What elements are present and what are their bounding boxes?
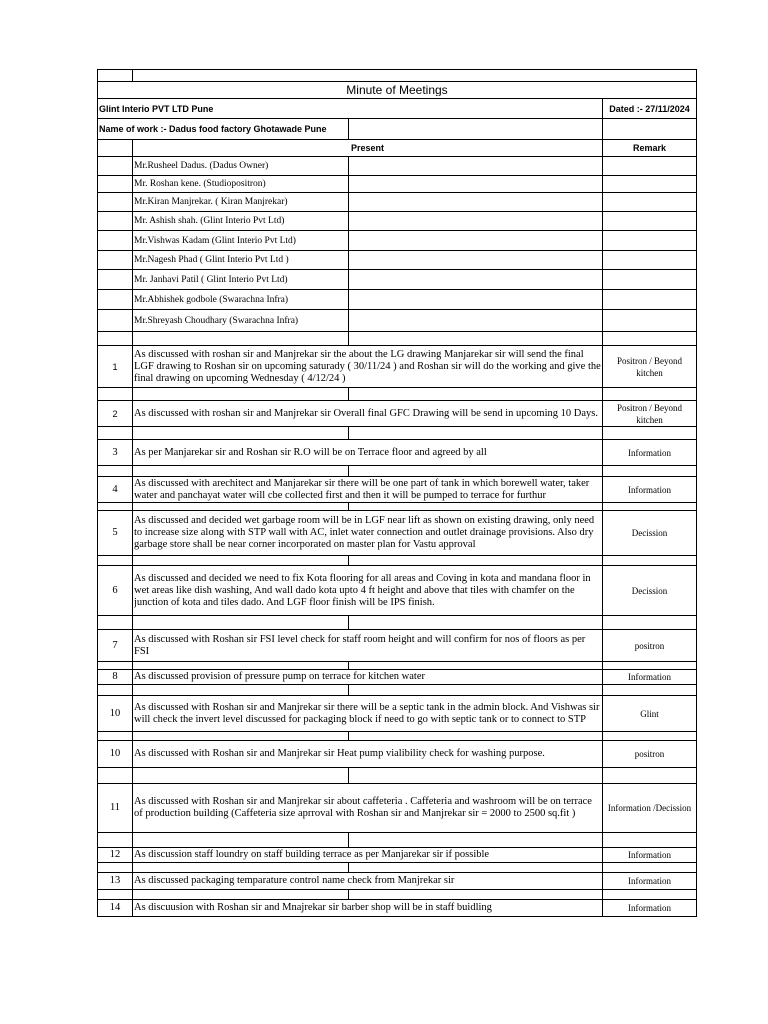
empty-cell (349, 833, 603, 848)
item-number-text: 2 (112, 408, 118, 419)
item-text (133, 511, 603, 556)
item-remark (603, 696, 697, 732)
attendee-name (133, 231, 349, 251)
item-text-text: As discussed with roshan sir and Manjrekar sir the about the LG drawing Manjarekar sir will send the final LGF drawing to Roshan sir on upcoming saturady ( 30/11/24 ) and Roshan sir will do the working and give the final drawing on upcoming Wednesday ( 4/12/24 ) (134, 348, 601, 384)
spacer-row (98, 556, 697, 566)
item-text-text: As discussed with Roshan sir and Manjrekar sir about caffeteria . Caffeteria and washroom will be on terrace of production building (Caffeteria size aprroval with Roshan sir and Manjrekar sir = 2000 to 2500 sq.fit ) (134, 796, 592, 819)
item-remark-text: positron (634, 640, 665, 651)
item-remark-text: Decission (631, 528, 668, 538)
item-number-text: 5 (112, 527, 118, 538)
item-text (133, 670, 603, 685)
empty-cell (603, 768, 697, 784)
attendee-row (98, 290, 697, 310)
attendee-name-text: Mr. Janhavi Patil ( Glint Interio Pvt Ltd) (134, 274, 288, 285)
empty-cell (349, 890, 603, 900)
item-text-text: As discussed and decided wet garbage room will be in LGF near lift as shown on existing drawing, only need to increase size along with STP wall with AC, inlet water connection and outlet drainage provisions. Also dry garbage store shall be near corner incorporated on master plan for Vastu approval (134, 515, 595, 550)
minute-item-row (98, 741, 697, 768)
attendee-name (133, 193, 349, 212)
item-number-text: 11 (109, 802, 121, 813)
empty-cell (349, 251, 603, 270)
spacer-row (98, 466, 697, 477)
empty-cell (603, 310, 697, 332)
attendee-row (98, 231, 697, 251)
item-number (98, 566, 133, 616)
attendee-row (98, 193, 697, 212)
column-header-row (98, 140, 697, 157)
empty-cell (349, 290, 603, 310)
spacer-row (98, 833, 697, 848)
item-remark (603, 784, 697, 833)
empty-cell (603, 833, 697, 848)
item-text-text: As discussed with Roshan sir and Manjrekar sir Heat pump vialibility check for washing purpose. (134, 748, 545, 759)
attendee-name-text: Mr.Kiran Manjrekar. ( Kiran Manjrekar) (134, 197, 288, 207)
attendee-name (133, 310, 349, 332)
empty-cell (133, 833, 349, 848)
empty-cell (349, 270, 603, 290)
empty-cell (349, 556, 603, 566)
item-number (98, 848, 133, 863)
empty-cell (349, 616, 603, 630)
empty-cell (98, 863, 133, 873)
empty-cell (133, 662, 349, 670)
item-remark (603, 900, 697, 917)
spacer-row (98, 388, 697, 401)
attendee-name (133, 251, 349, 270)
empty-cell (98, 833, 133, 848)
attendee-row (98, 157, 697, 176)
document-title-text: Minute of Meetings (346, 84, 448, 96)
item-number-text: 3 (112, 446, 118, 458)
minute-item-row (98, 440, 697, 466)
empty-cell (603, 212, 697, 231)
item-remark-text: positron (634, 749, 665, 759)
top-spacer-row (98, 70, 697, 82)
company-name-text: Glint Interio PVT LTD Pune (99, 103, 214, 114)
empty-cell (603, 503, 697, 511)
title-row (98, 82, 697, 99)
dated-text: Dated :- 27/11/2024 (609, 103, 690, 114)
attendee-name (133, 176, 349, 193)
item-number-text: 12 (109, 849, 121, 860)
empty-cell (603, 616, 697, 630)
item-number-text: 10 (109, 707, 121, 719)
item-text (133, 696, 603, 732)
attendee-name (133, 157, 349, 176)
spacer-row (98, 685, 697, 696)
item-number-text: 1 (112, 361, 118, 372)
item-remark-text: Positron / Beyond kitchen (616, 402, 682, 425)
empty-cell (98, 332, 133, 346)
attendee-row (98, 212, 697, 231)
spacer-row (98, 503, 697, 511)
empty-cell (98, 270, 133, 290)
empty-cell (349, 310, 603, 332)
empty-cell (98, 556, 133, 566)
present-header-text: Present (350, 143, 385, 153)
item-remark (603, 741, 697, 768)
item-remark (603, 630, 697, 662)
empty-cell (98, 231, 133, 251)
attendee-name (133, 270, 349, 290)
empty-cell (603, 290, 697, 310)
spacer-row (98, 732, 697, 741)
empty-cell (349, 119, 603, 140)
minute-item-row (98, 630, 697, 662)
item-text (133, 477, 603, 503)
minute-item-row (98, 670, 697, 685)
empty-cell (349, 388, 603, 401)
empty-cell (349, 193, 603, 212)
item-remark (603, 440, 697, 466)
empty-cell (98, 616, 133, 630)
empty-cell (98, 685, 133, 696)
attendee-name-text: Mr.Shreyash Choudhary (Swarachna Infra) (134, 315, 299, 326)
empty-cell (98, 310, 133, 332)
spacer-row (98, 863, 697, 873)
item-text-text: As discussed with Roshan sir FSI level check for staff room height and will confirm for nos of floors as per FSI (134, 633, 586, 657)
item-text (133, 873, 603, 890)
present-header (133, 140, 603, 157)
item-number-text: 6 (112, 584, 118, 596)
empty-cell (603, 119, 697, 140)
item-remark (603, 511, 697, 556)
attendee-row (98, 251, 697, 270)
empty-cell (133, 466, 349, 477)
item-number (98, 873, 133, 890)
item-text (133, 900, 603, 917)
empty-cell (603, 193, 697, 212)
item-text-text: As discuusion with Roshan sir and Mnajrekar sir barber shop will be in staff buidling (134, 902, 492, 913)
empty-cell (98, 193, 133, 212)
item-remark-text: Information /Decission (607, 803, 692, 813)
name-of-work-text: Name of work :- Dadus food factory Ghotawade Pune (99, 124, 327, 134)
item-number (98, 670, 133, 685)
empty-cell (603, 732, 697, 741)
minute-item-row (98, 477, 697, 503)
empty-cell (133, 332, 349, 346)
item-number (98, 696, 133, 732)
empty-cell (133, 890, 349, 900)
empty-cell (133, 863, 349, 873)
attendee-row (98, 176, 697, 193)
empty-cell (603, 685, 697, 696)
item-remark (603, 566, 697, 616)
empty-cell (349, 863, 603, 873)
empty-cell (98, 212, 133, 231)
empty-cell (349, 685, 603, 696)
item-remark (603, 670, 697, 685)
empty-cell (98, 768, 133, 784)
name-of-work (98, 119, 349, 140)
item-remark (603, 346, 697, 388)
attendee-name-text: Mr. Ashish shah. (Glint Interio Pvt Ltd) (134, 216, 285, 226)
item-text-text: As discussed with roshan sir and Manjrekar sir Overall final GFC Drawing will be send in upcoming 10 Days. (134, 407, 598, 419)
attendee-row (98, 310, 697, 332)
attendee-name-text: Mr.Rusheel Dadus. (Dadus Owner) (134, 161, 269, 171)
item-remark-text: Information (628, 876, 671, 886)
empty-cell (349, 768, 603, 784)
empty-cell (98, 388, 133, 401)
minute-item-row (98, 848, 697, 863)
empty-cell (603, 270, 697, 290)
item-remark-text: Positron / Beyond kitchen (616, 355, 682, 378)
empty-cell (133, 427, 349, 440)
empty-cell (98, 70, 133, 82)
minute-item-row (98, 784, 697, 833)
minute-item-row (98, 873, 697, 890)
empty-cell (349, 466, 603, 477)
empty-cell (603, 662, 697, 670)
item-remark (603, 848, 697, 863)
empty-cell (133, 732, 349, 741)
spacer-row (98, 890, 697, 900)
empty-cell (98, 890, 133, 900)
minutes-table (97, 69, 697, 917)
attendee-name-text: Mr.Nagesh Phad ( Glint Interio Pvt Ltd ) (134, 255, 289, 265)
item-number-text: 10 (109, 748, 121, 759)
company-name (98, 99, 603, 119)
spacer-row (98, 662, 697, 670)
item-remark-text: Information (628, 484, 671, 495)
item-text-text: As per Manjarekar sir and Roshan sir R.O will be on Terrace floor and agreed by all (134, 446, 487, 458)
minute-item-row (98, 900, 697, 917)
item-remark-text: Information (628, 672, 671, 682)
empty-cell (349, 157, 603, 176)
remark-header-text: Remark (632, 143, 667, 153)
minute-item-row (98, 696, 697, 732)
empty-cell (98, 503, 133, 511)
empty-cell (603, 556, 697, 566)
item-text-text: As discussed and decided we need to fix Kota flooring for all areas and Coving in kota and mandana floor in wet areas like dish washing, And wall dado kota upto 4 ft height and above that tiles with chamfer on the junction of kota and tiles dado. And LGF floor finish will be IPS finish. (134, 572, 591, 608)
empty-cell (603, 388, 697, 401)
item-text-text: As discussion staff loundry on staff building terrace as per Manjarekar sir if possible (134, 849, 490, 860)
attendee-name-text: Mr.Abhishek godbole (Swarachna Infra) (134, 294, 289, 305)
empty-cell (133, 388, 349, 401)
empty-cell (349, 212, 603, 231)
item-text-text: As discussed packaging temparature control name check from Manjrekar sir (134, 875, 455, 886)
item-number (98, 401, 133, 427)
item-number (98, 440, 133, 466)
empty-cell (133, 70, 697, 82)
empty-cell (349, 332, 603, 346)
empty-cell (98, 466, 133, 477)
empty-cell (98, 732, 133, 741)
attendee-row (98, 270, 697, 290)
empty-cell (603, 332, 697, 346)
item-number-text: 8 (112, 671, 118, 682)
empty-cell (98, 290, 133, 310)
empty-cell (349, 662, 603, 670)
empty-cell (603, 251, 697, 270)
item-text-text: As discussed with Roshan sir and Manjrekar sir there will be a septic tank in the admin block. And Vishwas sir will check the invert level discussed for packaging block if need to go with septic tank or to connect to STP (134, 701, 600, 725)
empty-cell (603, 157, 697, 176)
minute-item-row (98, 401, 697, 427)
document-title (98, 82, 697, 99)
spacer-row (98, 616, 697, 630)
empty-cell (603, 427, 697, 440)
item-remark-text: Decission (631, 585, 668, 596)
empty-cell (133, 503, 349, 511)
empty-cell (133, 685, 349, 696)
dated (603, 99, 697, 119)
item-text (133, 630, 603, 662)
item-remark (603, 873, 697, 890)
empty-cell (133, 616, 349, 630)
item-text (133, 848, 603, 863)
item-text (133, 784, 603, 833)
empty-cell (349, 503, 603, 511)
item-number (98, 346, 133, 388)
empty-cell (98, 157, 133, 176)
work-row (98, 119, 697, 140)
company-row (98, 99, 697, 119)
item-number (98, 741, 133, 768)
empty-cell (603, 231, 697, 251)
empty-cell (98, 427, 133, 440)
item-text-text: As discussed with arechitect and Manjarekar sir there will be one part of tank in which borewell water, taker water and panchayat water will cbe collected first and then it will be pumped to terrace for furthur (134, 477, 590, 501)
empty-cell (98, 140, 133, 157)
item-remark-text: Information (628, 850, 671, 860)
attendee-name (133, 212, 349, 231)
empty-cell (349, 176, 603, 193)
item-remark-text: Information (628, 903, 671, 913)
item-number (98, 477, 133, 503)
item-text (133, 741, 603, 768)
minute-item-row (98, 346, 697, 388)
item-text (133, 401, 603, 427)
minute-item-row (98, 566, 697, 616)
item-text (133, 566, 603, 616)
item-text (133, 346, 603, 388)
spacer-row (98, 427, 697, 440)
item-number-text: 13 (109, 875, 121, 886)
item-number-text: 14 (109, 902, 121, 913)
minute-item-row (98, 511, 697, 556)
empty-cell (98, 176, 133, 193)
attendee-name (133, 290, 349, 310)
empty-cell (603, 863, 697, 873)
item-text-text: As discussed provision of pressure pump on terrace for kitchen water (134, 671, 426, 682)
empty-cell (98, 251, 133, 270)
empty-cell (349, 732, 603, 741)
item-number (98, 900, 133, 917)
empty-cell (349, 231, 603, 251)
attendee-name-text: Mr.Vishwas Kadam (Glint Interio Pvt Ltd) (134, 235, 296, 246)
item-number (98, 511, 133, 556)
item-remark-text: Glint (640, 708, 659, 719)
item-number-text: 7 (112, 639, 118, 651)
empty-cell (603, 176, 697, 193)
item-number (98, 784, 133, 833)
remark-header (603, 140, 697, 157)
item-text (133, 440, 603, 466)
item-remark-text: Information (628, 447, 671, 458)
item-number (98, 630, 133, 662)
empty-cell (349, 427, 603, 440)
empty-cell (98, 662, 133, 670)
item-remark (603, 477, 697, 503)
spacer-row (98, 332, 697, 346)
spacer-row (98, 768, 697, 784)
item-number-text: 4 (112, 483, 118, 495)
empty-cell (603, 466, 697, 477)
empty-cell (133, 556, 349, 566)
item-remark (603, 401, 697, 427)
empty-cell (133, 768, 349, 784)
attendee-name-text: Mr. Roshan kene. (Studiopositron) (134, 179, 266, 189)
empty-cell (603, 890, 697, 900)
